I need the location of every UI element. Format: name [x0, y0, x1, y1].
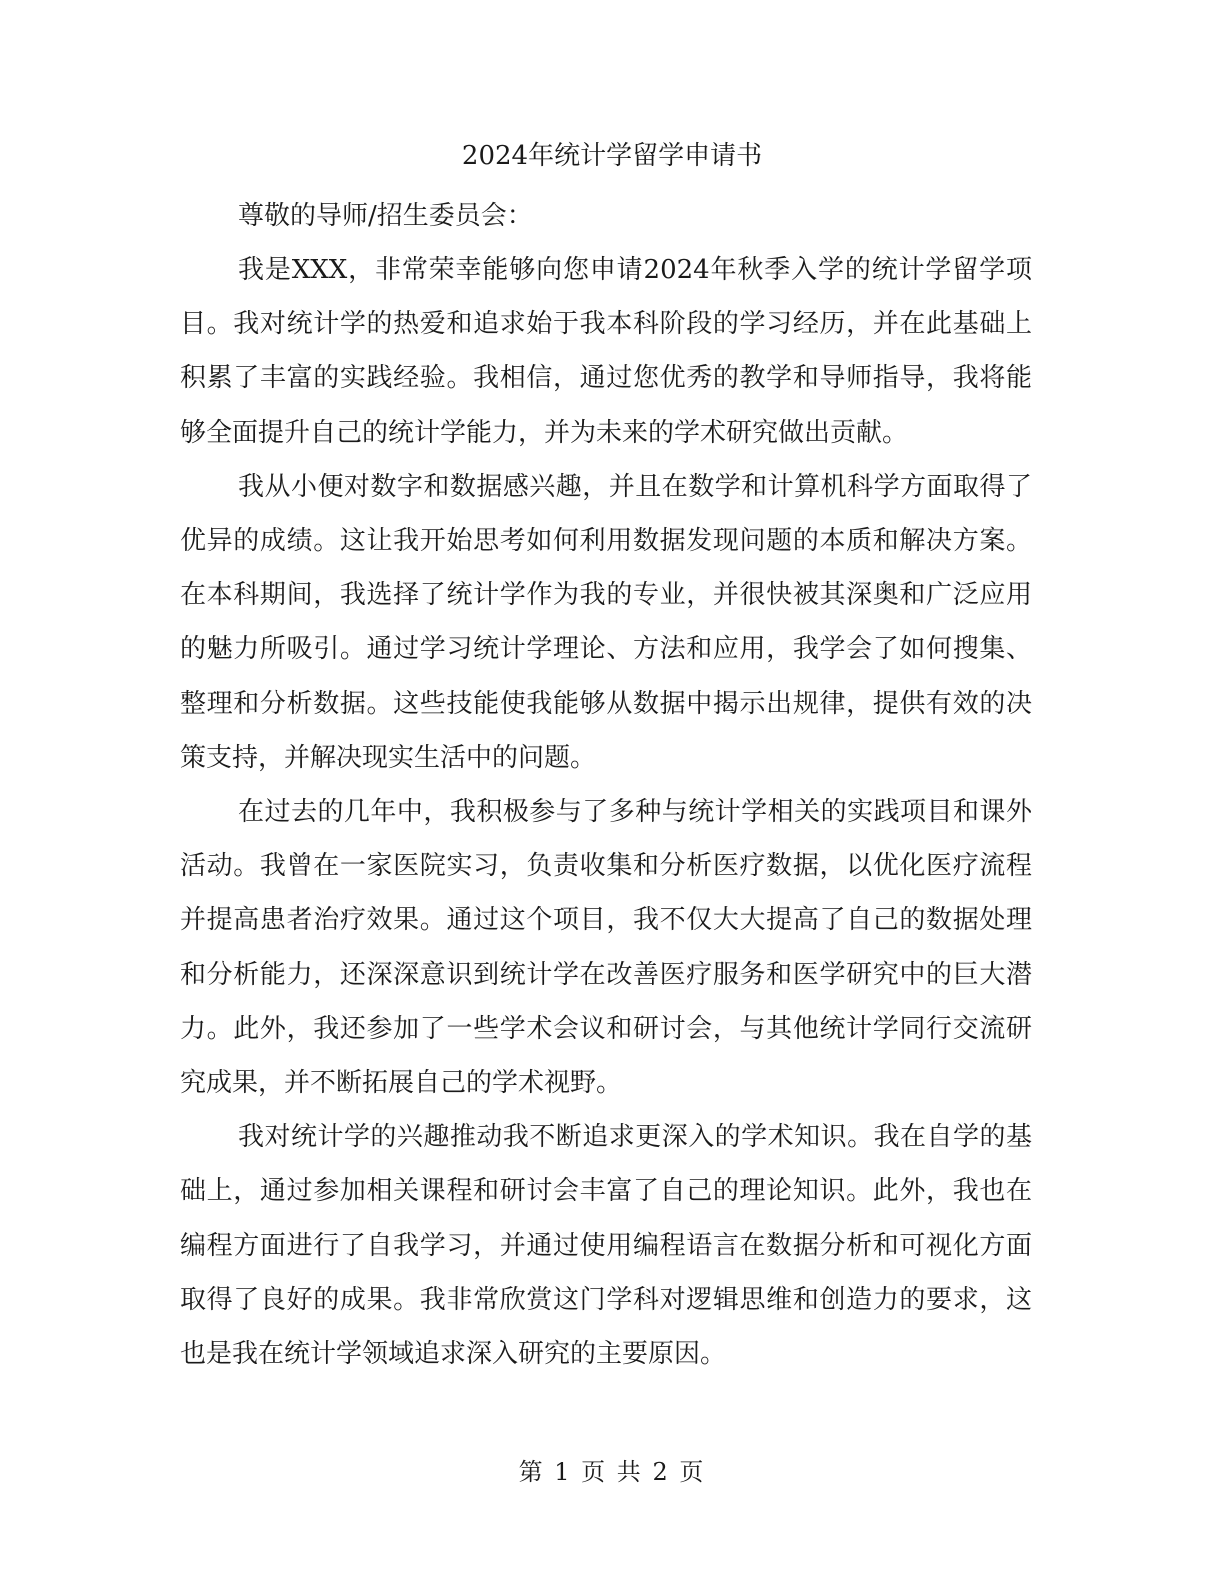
- paragraph-1: 我是XXX，非常荣幸能够向您申请2024年秋季入学的统计学留学项目。我对统计学的热爱和追求始于我本科阶段的学习经历，并在此基础上积累了丰富的实践经验。我相信，通过您优秀的教学和导师指导，我将能够全面提升自己的统计学能力，并为未来的学术研究做出贡献。: [180, 255, 1032, 448]
- document-body: [180, 189, 1032, 1381]
- paragraph-3: 在过去的几年中，我积极参与了多种与统计学相关的实践项目和课外活动。我曾在一家医院实习，负责收集和分析医疗数据，以优化医疗流程并提高患者治疗效果。通过这个项目，我不仅大大提高了自己的数据处理和分析能力，还深深意识到统计学在改善医疗服务和医学研究中的巨大潜力。此外，我还参加了一些学术会议和研讨会，与其他统计学同行交流研究成果，并不断拓展自己的学术视野。: [180, 797, 1032, 1099]
- page-footer: 第 1 页 共 2 页: [518, 1458, 706, 1486]
- paragraph-4: 我对统计学的兴趣推动我不断追求更深入的学术知识。我在自学的基础上，通过参加相关课程和研讨会丰富了自己的理论知识。此外，我也在编程方面进行了自我学习，并通过使用编程语言在数据分析和可视化方面取得了良好的成果。我非常欣赏这门学科对逻辑思维和创造力的要求，这也是我在统计学领域追求深入研究的主要原因。: [180, 1122, 1032, 1370]
- paragraph-2: 我从小便对数字和数据感兴趣，并且在数学和计算机科学方面取得了优异的成绩。这让我开始思考如何利用数据发现问题的本质和解决方案。在本科期间，我选择了统计学作为我的专业，并很快被其深奥和广泛应用的魅力所吸引。通过学习统计学理论、方法和应用，我学会了如何搜集、整理和分析数据。这些技能使我能够从数据中揭示出规律，提供有效的决策支持，并解决现实生活中的问题。: [180, 471, 1032, 773]
- document-title: 2024年统计学留学申请书: [461, 141, 763, 171]
- salutation: 尊敬的导师/招生委员会：: [238, 201, 533, 231]
